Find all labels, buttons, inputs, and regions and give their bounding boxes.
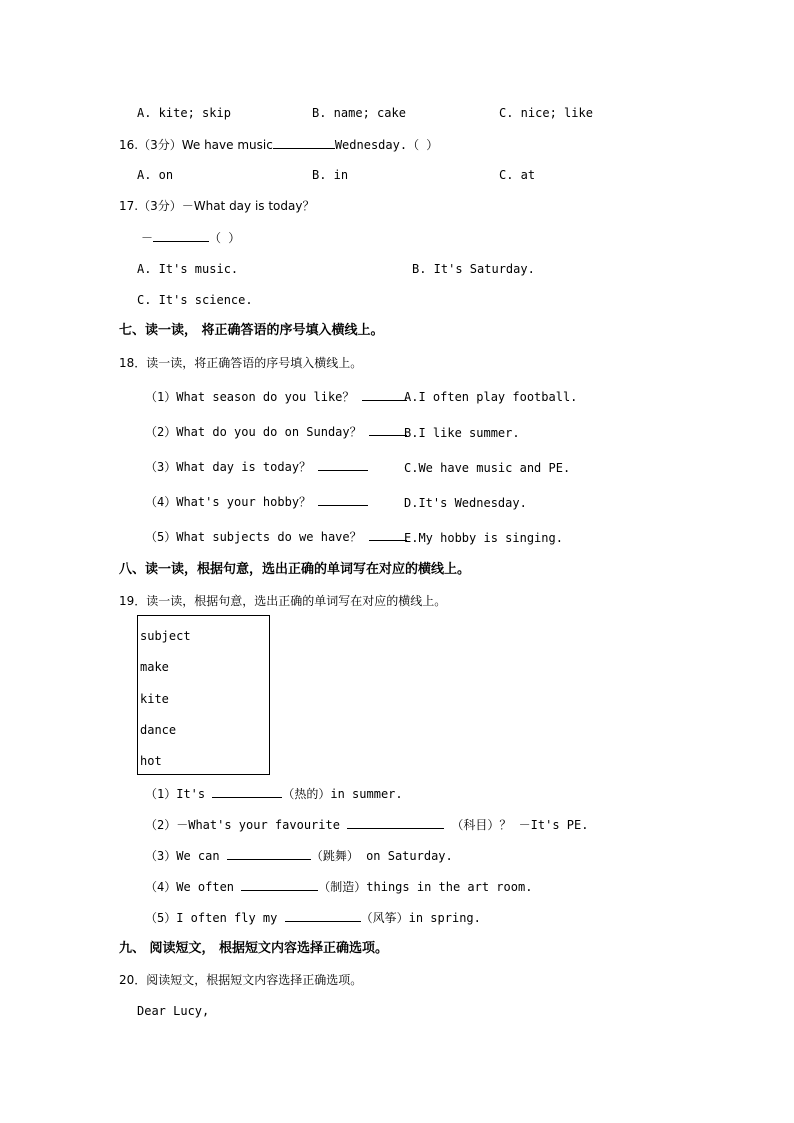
- q18-question-text: （4）What's your hobby？: [145, 495, 312, 509]
- q18-blank: [318, 493, 368, 506]
- q19-item-before: （3）We can: [145, 849, 227, 863]
- q17-option-a: A. It's music.: [137, 262, 239, 276]
- q18-blank: [362, 388, 407, 401]
- q17-answer-line: [141, 229, 240, 246]
- q18-question-2: [145, 423, 407, 440]
- q19-stem: 19．读一读，根据句意，选出正确的单词写在对应的横线上。: [119, 594, 447, 608]
- q19-hint: （热的）: [282, 787, 331, 801]
- q18-answer-e: E.My hobby is singing.: [404, 531, 563, 545]
- q17-paren: （ ）: [209, 231, 241, 245]
- q19-item-after: in spring.: [408, 911, 481, 925]
- word-bank-item: kite: [140, 692, 169, 706]
- q19-item-3: [145, 847, 453, 864]
- q19-hint: （跳舞）: [310, 849, 359, 863]
- q19-blank: [347, 816, 444, 829]
- q16-blank: [273, 136, 335, 149]
- q20-stem: 20．阅读短文，根据短文内容选择正确选项。: [119, 973, 363, 987]
- q19-item-after: things in the art room.: [366, 880, 533, 894]
- q17-blank: [153, 229, 209, 242]
- word-bank-box: [137, 615, 270, 775]
- q17-option-c: C. It's science.: [137, 293, 253, 307]
- q19-item-after: on Saturday.: [366, 849, 453, 863]
- q15-option-c: C. nice; like: [499, 106, 593, 120]
- q18-blank: [369, 528, 407, 541]
- q19-blank: [227, 847, 311, 860]
- q19-item-before: （4）We often: [145, 880, 242, 894]
- q17-dash: －: [141, 231, 154, 245]
- q18-blank: [318, 458, 368, 471]
- q16-stem-b: Wednesday.（ ）: [334, 138, 439, 152]
- q16-stem: [119, 136, 438, 153]
- q18-question-text: （2）What do you do on Sunday？: [145, 425, 362, 439]
- q19-item-after: －It's PE.: [518, 818, 589, 832]
- q18-question-1: [145, 388, 407, 405]
- q19-item-before: （1）It's: [145, 787, 213, 801]
- q17-stem: 17.（3分）－What day is today？: [119, 199, 315, 213]
- q19-item-4: [145, 878, 532, 895]
- q18-answer-d: D.It's Wednesday.: [404, 496, 527, 510]
- q16-stem-a: 16.（3分）We have music: [119, 138, 273, 152]
- q18-answer-c: C.We have music and PE.: [404, 461, 571, 475]
- q19-blank: [285, 909, 361, 922]
- q18-answer-b: B.I like summer.: [404, 426, 520, 440]
- q18-stem: 18．读一读，将正确答语的序号填入横线上。: [119, 356, 363, 370]
- q18-question-text: （1）What season do you like？: [145, 390, 355, 404]
- q18-question-text: （3）What day is today？: [145, 460, 312, 474]
- q19-item-2: [145, 816, 588, 833]
- q18-question-text: （5）What subjects do we have？: [145, 530, 362, 544]
- q15-option-b: B. name; cake: [312, 106, 406, 120]
- q16-option-b: B. in: [312, 168, 349, 182]
- q19-item-1: [145, 785, 403, 802]
- q19-item-before: （5）I often fly my: [145, 911, 285, 925]
- q19-item-5: [145, 909, 481, 926]
- q18-question-4: [145, 493, 368, 510]
- word-bank-item: dance: [140, 723, 177, 737]
- q18-question-5: [145, 528, 407, 545]
- q19-hint: （科目）？: [451, 818, 512, 832]
- section8-heading: 八、读一读，根据句意，选出正确的单词写在对应的横线上。: [119, 562, 471, 577]
- word-bank-item: hot: [140, 754, 162, 768]
- q19-hint: （制造）: [318, 880, 367, 894]
- q18-answer-a: A.I often play football.: [404, 390, 578, 404]
- q20-greeting: Dear Lucy,: [137, 1004, 210, 1018]
- q18-blank: [369, 423, 407, 436]
- q19-item-after: in summer.: [330, 787, 403, 801]
- q17-option-b: B. It's Saturday.: [412, 262, 535, 276]
- q15-option-a: A. kite; skip: [137, 106, 231, 120]
- section7-heading: 七、读一读， 将正确答语的序号填入横线上。: [119, 323, 384, 338]
- q19-item-before: （2）－What's your favourite: [145, 818, 348, 832]
- q19-blank: [241, 878, 318, 891]
- section9-heading: 九、 阅读短文， 根据短文内容选择正确选项。: [119, 941, 389, 956]
- q19-blank: [212, 785, 282, 798]
- q16-option-a: A. on: [137, 168, 174, 182]
- q18-question-3: [145, 458, 368, 475]
- word-bank-item: make: [140, 660, 169, 674]
- word-bank-item: subject: [140, 629, 191, 643]
- q16-option-c: C. at: [499, 168, 536, 182]
- q19-hint: （风筝）: [360, 911, 409, 925]
